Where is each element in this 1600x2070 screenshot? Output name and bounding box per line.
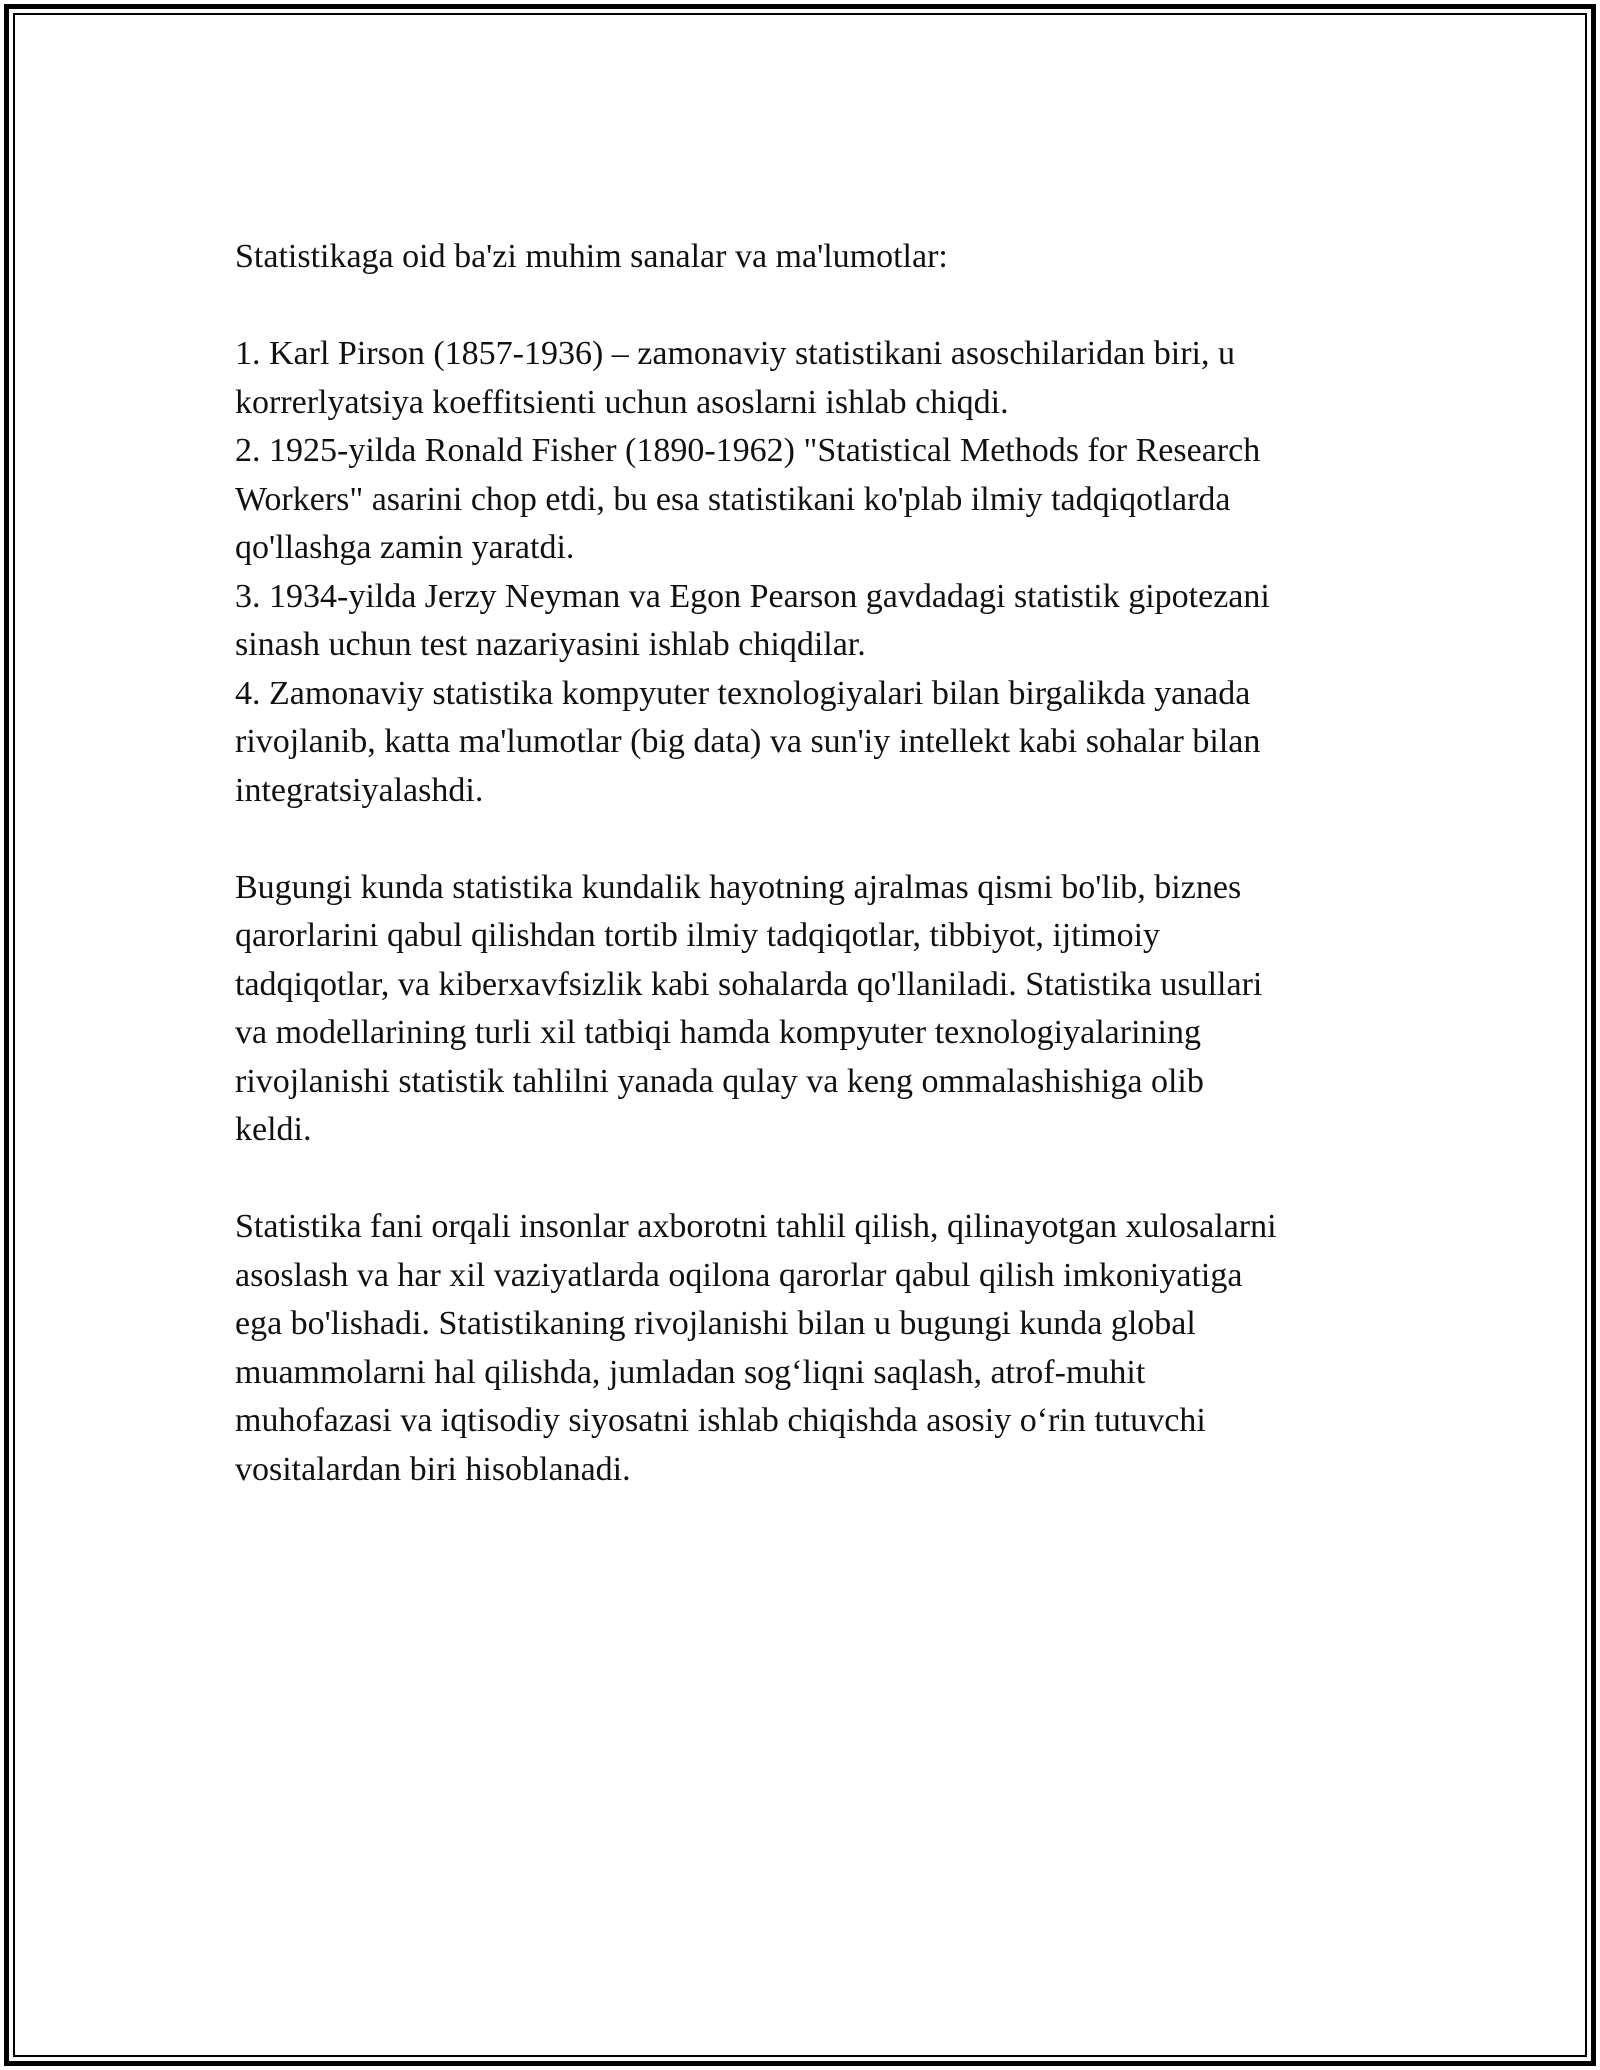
paragraph-line: muhofazasi va iqtisodiy siyosatni ishlab chiqishda asosiy o‘rin tutuvchi <box>235 1402 1206 1439</box>
paragraph-line: asoslash va har xil vaziyatlarda oqilona qarorlar qabul qilish imkoniyatiga <box>235 1256 1243 1294</box>
document-heading: Statistikaga oid ba'zi muhim sanalar va ma'lumotlar: <box>235 238 948 275</box>
list-line: 2. 1925-yilda Ronald Fisher (1890-1962) "Statistical Methods for Research <box>235 432 1261 469</box>
document-body <box>235 233 1375 1494</box>
paragraph-line: vositalardan biri hisoblanadi. <box>235 1450 631 1488</box>
paragraph-line: rivojlanishi statistik tahlilni yanada qulay va keng ommalashishiga olib <box>235 1062 1204 1100</box>
paragraph-line: ega bo'lishadi. Statistikaning rivojlanishi bilan u bugungi kunda global <box>235 1305 1196 1342</box>
list-line: sinash uchun test nazariyasini ishlab chiqdilar. <box>235 626 866 663</box>
paragraph-line: keldi. <box>235 1111 312 1148</box>
list-line: korrerlyatsiya koeffitsienti uchun asoslarni ishlab chiqdi. <box>235 383 1009 421</box>
paragraph-line: tadqiqotlar, va kiberxavfsizlik kabi sohalarda qo'llaniladi. Statistika usullari <box>235 965 1263 1003</box>
milestones-list <box>235 330 1375 815</box>
list-line: Workers" asarini chop etdi, bu esa statistikani ko'plab ilmiy tadqiqotlarda <box>235 480 1231 518</box>
paragraph-line: qarorlarini qabul qilishdan tortib ilmiy tadqiqotlar, tibbiyot, ijtimoiy <box>235 917 1161 954</box>
list-line: 4. Zamonaviy statistika kompyuter texnologiyalari bilan birgalikda yanada <box>235 674 1251 712</box>
paragraph-gap <box>235 282 1375 331</box>
paragraph-line: muammolarni hal qilishda, jumladan sog‘liqni saqlash, atrof-muhit <box>235 1353 1146 1391</box>
list-line: qo'llashga zamin yaratdi. <box>235 529 575 566</box>
list-line: integratsiyalashdi. <box>235 771 484 809</box>
paragraph-line: Bugungi kunda statistika kundalik hayotning ajralmas qismi bo'lib, biznes <box>235 868 1242 906</box>
paragraph-conclusion <box>235 1203 1375 1494</box>
list-line: rivojlanib, katta ma'lumotlar (big data) va sun'iy intellekt kabi sohalar bilan <box>235 723 1261 760</box>
paragraph-line: va modellarining turli xil tatbiqi hamda kompyuter texnologiyalarining <box>235 1014 1201 1051</box>
list-line: 1. Karl Pirson (1857-1936) – zamonaviy statistikani asoschilaridan biri, u <box>235 335 1235 372</box>
list-line: 3. 1934-yilda Jerzy Neyman va Egon Pearson gavdadagi statistik gipotezani <box>235 577 1270 615</box>
paragraph-line: Statistika fani orqali insonlar axborotni tahlil qilish, qilinayotgan xulosalarni <box>235 1208 1277 1245</box>
paragraph-gap <box>235 1155 1375 1204</box>
paragraph-gap <box>235 815 1375 864</box>
paragraph-modern-usage <box>235 864 1375 1155</box>
